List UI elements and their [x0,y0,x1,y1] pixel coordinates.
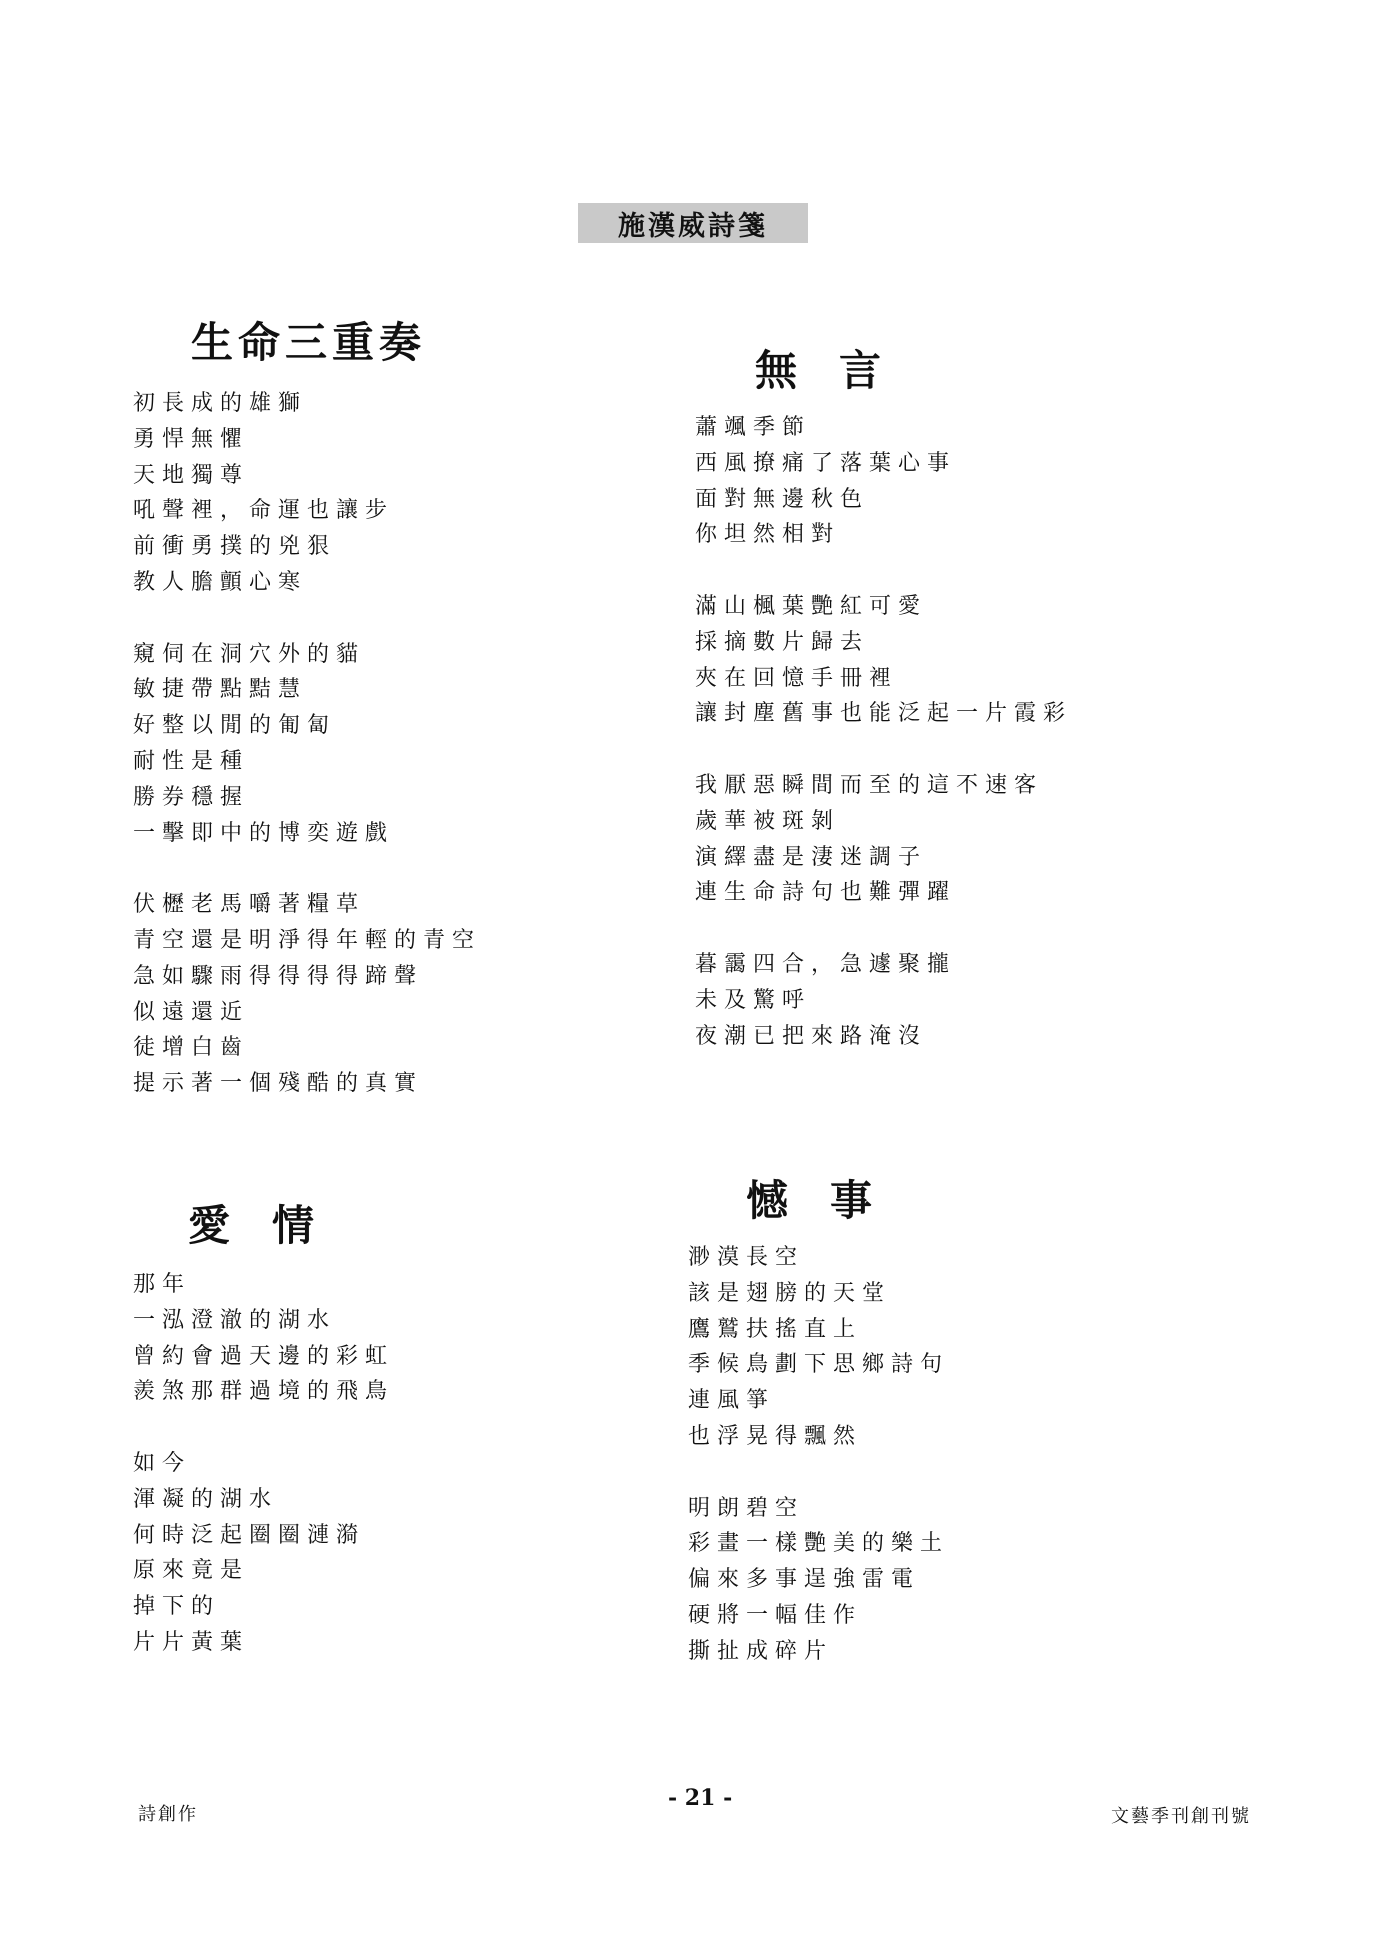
stanza-break [133,851,481,887]
poem-line: 伏櫪老馬嚼著糧草 [133,892,366,918]
poem-lines [695,410,1072,1054]
footer-section-label: 詩創作 [138,1804,198,1825]
poem-line: 如今 [133,1450,192,1476]
poem-line: 一泓澄澈的湖水 [133,1307,337,1333]
poem-line: 初長成的雄獅 [133,391,308,416]
poem-line: 歲華被斑剝 [695,808,841,834]
poem-title: 愛 情 [188,1201,315,1250]
poem-line: 演繹盡是淒迷調子 [695,844,928,870]
poem-line: 勝券穩握 [133,784,250,810]
poem-line: 讓封塵舊事也能泛起一片霞彩 [695,701,1073,727]
poem-lines [133,386,481,1102]
poem-line: 渾凝的湖水 [133,1486,279,1512]
poem-line: 滿山楓葉艷紅可愛 [695,593,928,619]
poem-line: 片片黃葉 [133,1629,250,1655]
poem-line: 天地獨尊 [133,462,250,488]
poem-line: 硬將一幅佳作 [688,1602,863,1628]
poem-line: 鷹鷲扶搖直上 [688,1316,863,1342]
poem-line: 勇悍無懼 [133,426,250,452]
poem-line: 好整以閒的匍匐 [133,713,337,739]
poem-line: 前衝勇撲的兇狠 [133,534,337,560]
poem-line: 何時泛起圈圈漣漪 [133,1522,366,1548]
poem-line: 明朗碧空 [688,1495,805,1521]
poem-line: 徒增白齒 [133,1035,250,1061]
poem-hanshi [688,1176,950,1670]
stanza-break [695,553,1072,589]
poem-line: 撕扯成碎片 [688,1638,834,1664]
poem-line: 夜潮已把來路淹沒 [695,1023,928,1049]
poem-line: 夾在回憶手冊裡 [695,665,899,691]
poem-line: 偏來多事逞強雷電 [688,1567,921,1593]
poem-line: 吼聲裡，命運也讓步 [133,498,395,524]
stanza-break [695,732,1072,768]
poem-lines [133,1267,394,1661]
stanza-break [695,911,1072,947]
poem-line: 羨煞那群過境的飛鳥 [133,1379,395,1405]
poem-line: 該是翅膀的天堂 [688,1280,892,1306]
poem-line: 連風箏 [688,1388,776,1414]
poem-line: 我厭惡瞬間而至的這不速客 [695,772,1044,798]
poem-line: 提示著一個殘酷的真實 [133,1071,424,1097]
poem-line: 教人膽顫心寒 [133,569,308,595]
poem-line: 渺漠長空 [688,1245,805,1270]
poem-wuyan [695,346,1073,1054]
poem-line: 蕭颯季節 [695,415,812,440]
poem-line: 耐性是種 [133,748,250,774]
stanza-break [688,1455,949,1491]
poem-title: 生命三重奏 [191,318,427,367]
poem-line: 也浮晃得飄然 [688,1423,863,1449]
stanza-break [133,601,481,637]
poem-line: 敏捷帶點黠慧 [133,677,308,703]
poem-line: 連生命詩句也難彈躍 [695,880,957,906]
poem-line: 一擊即中的博奕遊戲 [133,820,395,846]
poem-title: 憾 事 [746,1176,873,1225]
poem-lines [688,1240,949,1670]
poem-line: 你坦然相對 [695,522,841,548]
poem-line: 彩畫一樣艷美的樂土 [688,1531,950,1557]
header-banner [578,203,808,243]
poem-title: 無 言 [755,346,882,395]
poem-line: 季候鳥劃下思鄉詩句 [688,1352,950,1378]
poem-line: 採摘數片歸去 [695,629,870,655]
poem-aiqing [133,1201,395,1661]
poem-line: 那年 [133,1272,192,1297]
poem-shengming [133,318,482,1102]
poem-line: 急如驟雨得得得得蹄聲 [133,963,424,989]
footer-publication-name: 文藝季刊創刊號 [1111,1806,1251,1827]
poem-line: 青空還是明淨得年輕的青空 [133,927,482,953]
poem-line: 未及驚呼 [695,987,812,1013]
poem-line: 西風撩痛了落葉心事 [695,450,957,476]
poem-line: 原來竟是 [133,1558,250,1584]
header-title: 施漢威詩箋 [618,210,768,242]
poem-line: 似遠還近 [133,999,250,1025]
stanza-break [133,1410,394,1446]
poem-line: 掉下的 [133,1594,221,1620]
page-number: - 21 - [668,1785,733,1811]
poem-line: 曾約會過天邊的彩虹 [133,1343,395,1369]
poem-line: 窺伺在洞穴外的貓 [133,641,366,667]
poem-line: 面對無邊秋色 [695,486,870,512]
poem-line: 暮靄四合，急遽聚攏 [695,951,957,977]
